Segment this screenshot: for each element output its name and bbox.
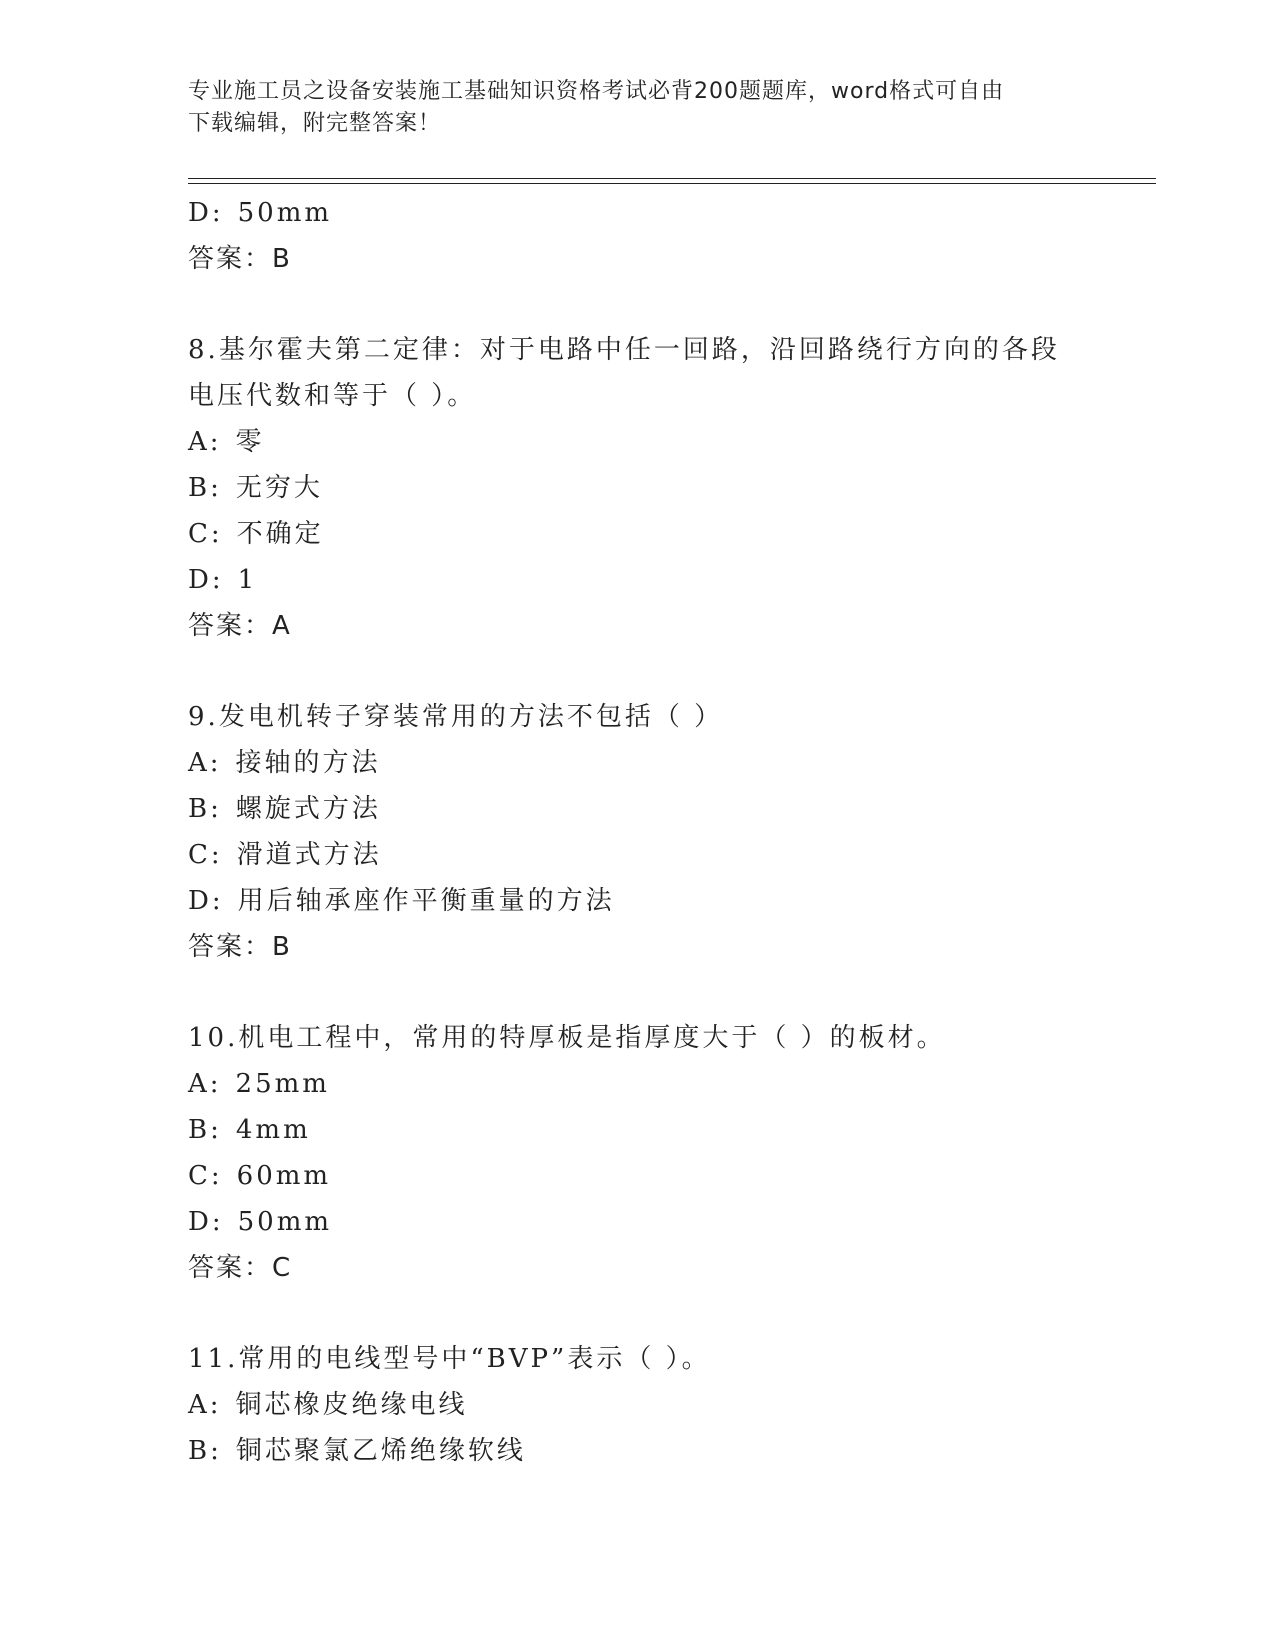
option-row: [188, 832, 1148, 878]
option-row: [188, 1382, 1148, 1428]
option-text: 铜芯橡皮绝缘电线: [235, 1390, 468, 1420]
option-row: [188, 419, 1148, 465]
answer-line: 答案：C: [188, 1253, 293, 1283]
option-text: 螺旋式方法: [235, 794, 381, 824]
question-number: 10.: [188, 1023, 239, 1053]
question-stem: [188, 327, 1148, 373]
option-text: 滑道式方法: [236, 840, 382, 870]
question-text: 机电工程中，常用的特厚板是指厚度大于（ ）的板材。: [238, 1023, 946, 1053]
header-title-line-2: 下载编辑，附完整答案！: [188, 111, 442, 136]
question-text: 发电机转子穿装常用的方法不包括（ ）: [218, 702, 724, 732]
option-label: B:: [188, 473, 222, 503]
option-row: [188, 786, 1148, 832]
option-label: B:: [188, 1115, 222, 1145]
question-text: 基尔霍夫第二定律：对于电路中任一回路，沿回路绕行方向的各段: [218, 335, 1060, 365]
option-row: [188, 1153, 1148, 1199]
question-number: 11.: [188, 1344, 239, 1374]
option-label: C:: [188, 1161, 223, 1191]
option-row: [188, 740, 1148, 786]
option-row: [188, 190, 1148, 236]
option-row: [188, 1199, 1148, 1245]
option-text: 50mm: [237, 198, 333, 228]
answer-line: 答案：B: [188, 932, 292, 962]
option-text: 25mm: [235, 1069, 330, 1099]
question-number: 8.: [188, 335, 219, 365]
question-list: [188, 190, 1148, 1474]
option-label: A:: [188, 1390, 222, 1420]
option-label: C:: [188, 519, 223, 549]
question-stem-continued: [188, 373, 1148, 419]
question-text: 常用的电线型号中“BVP”表示（ ）。: [238, 1344, 711, 1374]
option-row: [188, 511, 1148, 557]
option-label: D:: [188, 886, 224, 916]
option-text: 60mm: [236, 1161, 332, 1191]
option-text: 铜芯聚氯乙烯绝缘软线: [235, 1436, 526, 1466]
option-label: A:: [188, 1069, 222, 1099]
question-spacer: [188, 1291, 1148, 1336]
question-spacer: [188, 649, 1148, 694]
option-text: 用后轴承座作平衡重量的方法: [237, 886, 615, 916]
question-stem: [188, 1015, 1148, 1061]
option-label: A:: [188, 748, 222, 778]
option-row: [188, 557, 1148, 603]
option-label: B:: [188, 794, 222, 824]
header-divider-bottom: [188, 183, 1156, 184]
document-header: [188, 76, 1088, 140]
question-stem: [188, 694, 1148, 740]
question-spacer: [188, 282, 1148, 327]
option-text: 接轴的方法: [235, 748, 381, 778]
option-text: 不确定: [236, 519, 324, 549]
header-divider-top: [188, 178, 1156, 179]
question-stem: [188, 1336, 1148, 1382]
option-label: A:: [188, 427, 222, 457]
option-text: 50mm: [237, 1207, 333, 1237]
question-spacer: [188, 970, 1148, 1015]
answer-line: 答案：A: [188, 611, 292, 641]
option-label: D:: [188, 565, 224, 595]
option-row: [188, 878, 1148, 924]
option-row: [188, 1428, 1148, 1474]
option-text: 零: [235, 427, 265, 457]
answer-line: 答案：B: [188, 244, 292, 274]
header-title-line-1: 专业施工员之设备安装施工基础知识资格考试必背200题题库，word格式可自由: [188, 79, 1005, 104]
option-text: 无穷大: [235, 473, 323, 503]
option-label: B:: [188, 1436, 222, 1466]
option-label: D:: [188, 1207, 224, 1237]
question-number: 9.: [188, 702, 219, 732]
question-text: 电压代数和等于（ ）。: [188, 381, 477, 411]
option-text: 4mm: [235, 1115, 311, 1145]
option-text: 1: [237, 565, 258, 595]
option-label: C:: [188, 840, 223, 870]
option-row: [188, 1061, 1148, 1107]
option-label: D:: [188, 198, 224, 228]
option-row: [188, 1107, 1148, 1153]
option-row: [188, 465, 1148, 511]
